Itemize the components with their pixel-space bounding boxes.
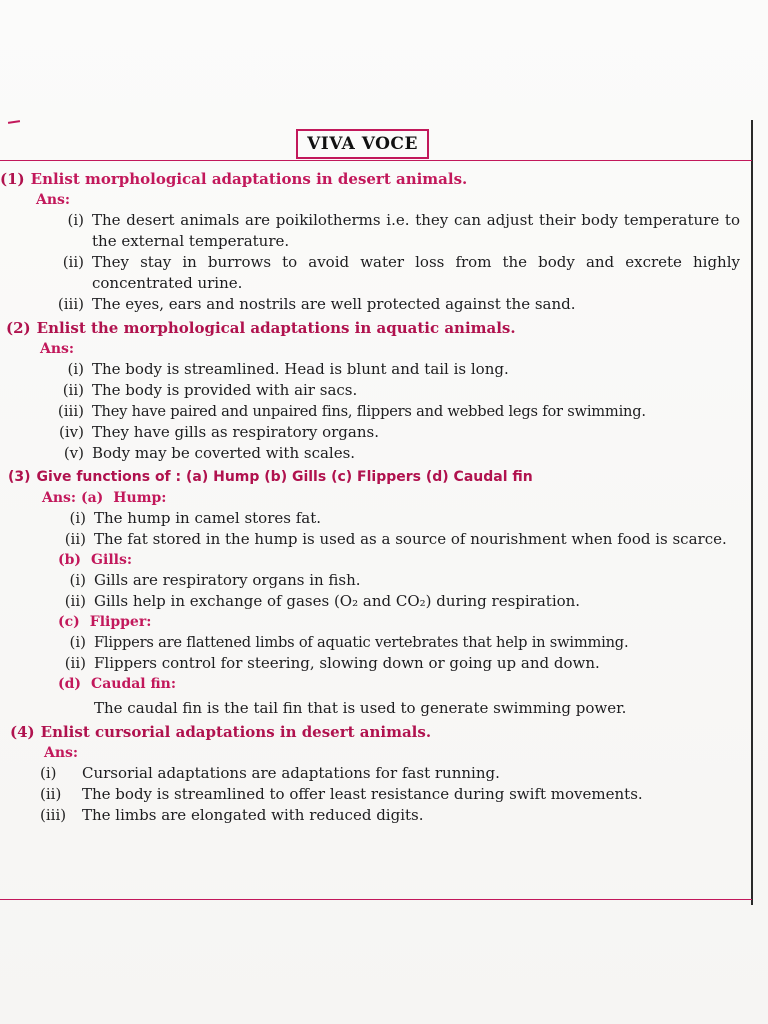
item-text: They stay in burrows to avoid water loss from the body and excrete highly concentrated urine. (92, 253, 740, 292)
item-text: The limbs are elongated with reduced digits. (82, 806, 424, 824)
list-item (50, 210, 740, 252)
item-text: The body is provided with air sacs. (92, 381, 358, 399)
answer-list (8, 632, 750, 674)
answer-list (8, 508, 750, 550)
answer-label: Ans: (40, 341, 75, 357)
subsection-heading (8, 674, 752, 694)
item-number: (ii) (64, 654, 86, 672)
item-text: They have gills as respiratory organs. (92, 423, 379, 441)
list-item (52, 380, 752, 401)
item-number: (ii) (62, 381, 84, 399)
item-text: Cursorial adaptations are adaptations for fast running. (82, 764, 500, 782)
question-text: Enlist morphological adaptations in desert animals. (30, 170, 468, 188)
item-text: Body may be coverted with scales. (92, 444, 356, 462)
item-text: Gills help in exchange of gases (O₂ and CO₂) during respiration. (94, 592, 581, 610)
item-number: (v) (63, 444, 84, 462)
item-number: (ii) (64, 530, 86, 548)
item-number: (i) (69, 509, 86, 527)
subsection-label: (b) (58, 552, 82, 568)
subsection-label: (d) (58, 676, 82, 692)
item-text: The body is streamlined to offer least resistance during swift movements. (82, 785, 643, 803)
answer-label: Ans: (36, 192, 71, 208)
question-heading (0, 168, 752, 190)
item-number: (i) (40, 764, 57, 782)
item-text: The fat stored in the hump is used as a source of nourishment when food is scarce. (94, 530, 727, 548)
item-number: (ii) (64, 592, 86, 610)
list-item (54, 508, 750, 529)
item-text: The body is streamlined. Head is blunt and tail is long. (92, 360, 509, 378)
item-number: (ii) (40, 785, 62, 803)
item-text: The hump in camel stores fat. (94, 509, 322, 527)
question-number: (1) (0, 170, 25, 188)
list-item (54, 570, 750, 591)
question-number: (4) (10, 723, 35, 741)
item-text: Flippers are flattened limbs of aquatic vertebrates that help in swimming. (94, 634, 629, 651)
item-number: (ii) (62, 253, 84, 271)
subsection-title: Flipper: (89, 614, 152, 630)
subsection-title: Caudal fin: (91, 676, 177, 692)
list-item (50, 294, 740, 315)
question-heading (8, 466, 752, 488)
item-text: Gills are respiratory organs in fish. (94, 571, 361, 589)
caudal-fin-text: The caudal fin is the tail fin that is used to generate swimming power. (94, 699, 627, 717)
list-item (52, 422, 752, 443)
question-text: Enlist the morphological adaptations in aquatic animals. (36, 319, 516, 337)
item-text: The eyes, ears and nostrils are well protected against the sand. (92, 295, 576, 313)
list-item (54, 591, 750, 612)
answer-list (8, 570, 750, 612)
list-item (40, 805, 740, 826)
question-heading (10, 721, 752, 743)
answer-list (10, 763, 740, 826)
item-number: (i) (67, 360, 84, 378)
item-number: (iv) (59, 423, 84, 441)
ink-mark (8, 120, 20, 124)
subsection-label: (c) (58, 614, 80, 630)
question-text: Enlist cursorial adaptations in desert animals. (40, 723, 432, 741)
list-item (54, 529, 750, 550)
question-number: (3) (8, 469, 31, 485)
item-text: The desert animals are poikilotherms i.e. they can adjust their body temperature to the external temperature. (92, 211, 740, 250)
subsection-title: Hump: (113, 490, 167, 506)
question-1 (0, 168, 752, 315)
question-4 (0, 721, 752, 826)
list-item (40, 763, 740, 784)
question-2 (0, 317, 752, 464)
list-item (52, 359, 752, 380)
question-text: Give functions of : (a) Hump (b) Gills (c) Flippers (d) Caudal fin (36, 469, 533, 485)
answer-list (6, 359, 752, 464)
answer-list (0, 210, 740, 315)
item-number: (iii) (40, 806, 67, 824)
list-item (52, 401, 752, 422)
section-title: VIVA VOCE (296, 129, 429, 159)
item-text: Flippers control for steering, slowing down or going up and down. (94, 654, 600, 672)
list-item (54, 653, 750, 674)
answer-label: Ans: (44, 745, 79, 761)
heading-underline (0, 160, 752, 161)
list-item (54, 632, 750, 653)
item-number: (i) (69, 633, 86, 651)
subsection-heading (8, 550, 752, 570)
subsection-heading (8, 488, 752, 508)
question-heading (6, 317, 752, 339)
item-number: (iii) (57, 402, 84, 420)
question-3 (0, 466, 752, 719)
item-number: (i) (67, 211, 84, 229)
page-border-bottom (0, 899, 752, 900)
list-item (40, 784, 740, 805)
subsection-heading (8, 612, 752, 632)
list-item (52, 443, 752, 464)
subsection-title: Gills: (91, 552, 133, 568)
question-number: (2) (6, 319, 31, 337)
answer-label: Ans: (a) (42, 490, 104, 506)
item-number: (iii) (57, 295, 84, 313)
item-text: They have paired and unpaired fins, flippers and webbed legs for swimming. (92, 403, 646, 420)
viva-content (0, 168, 752, 826)
list-item (50, 252, 740, 294)
item-number: (i) (69, 571, 86, 589)
